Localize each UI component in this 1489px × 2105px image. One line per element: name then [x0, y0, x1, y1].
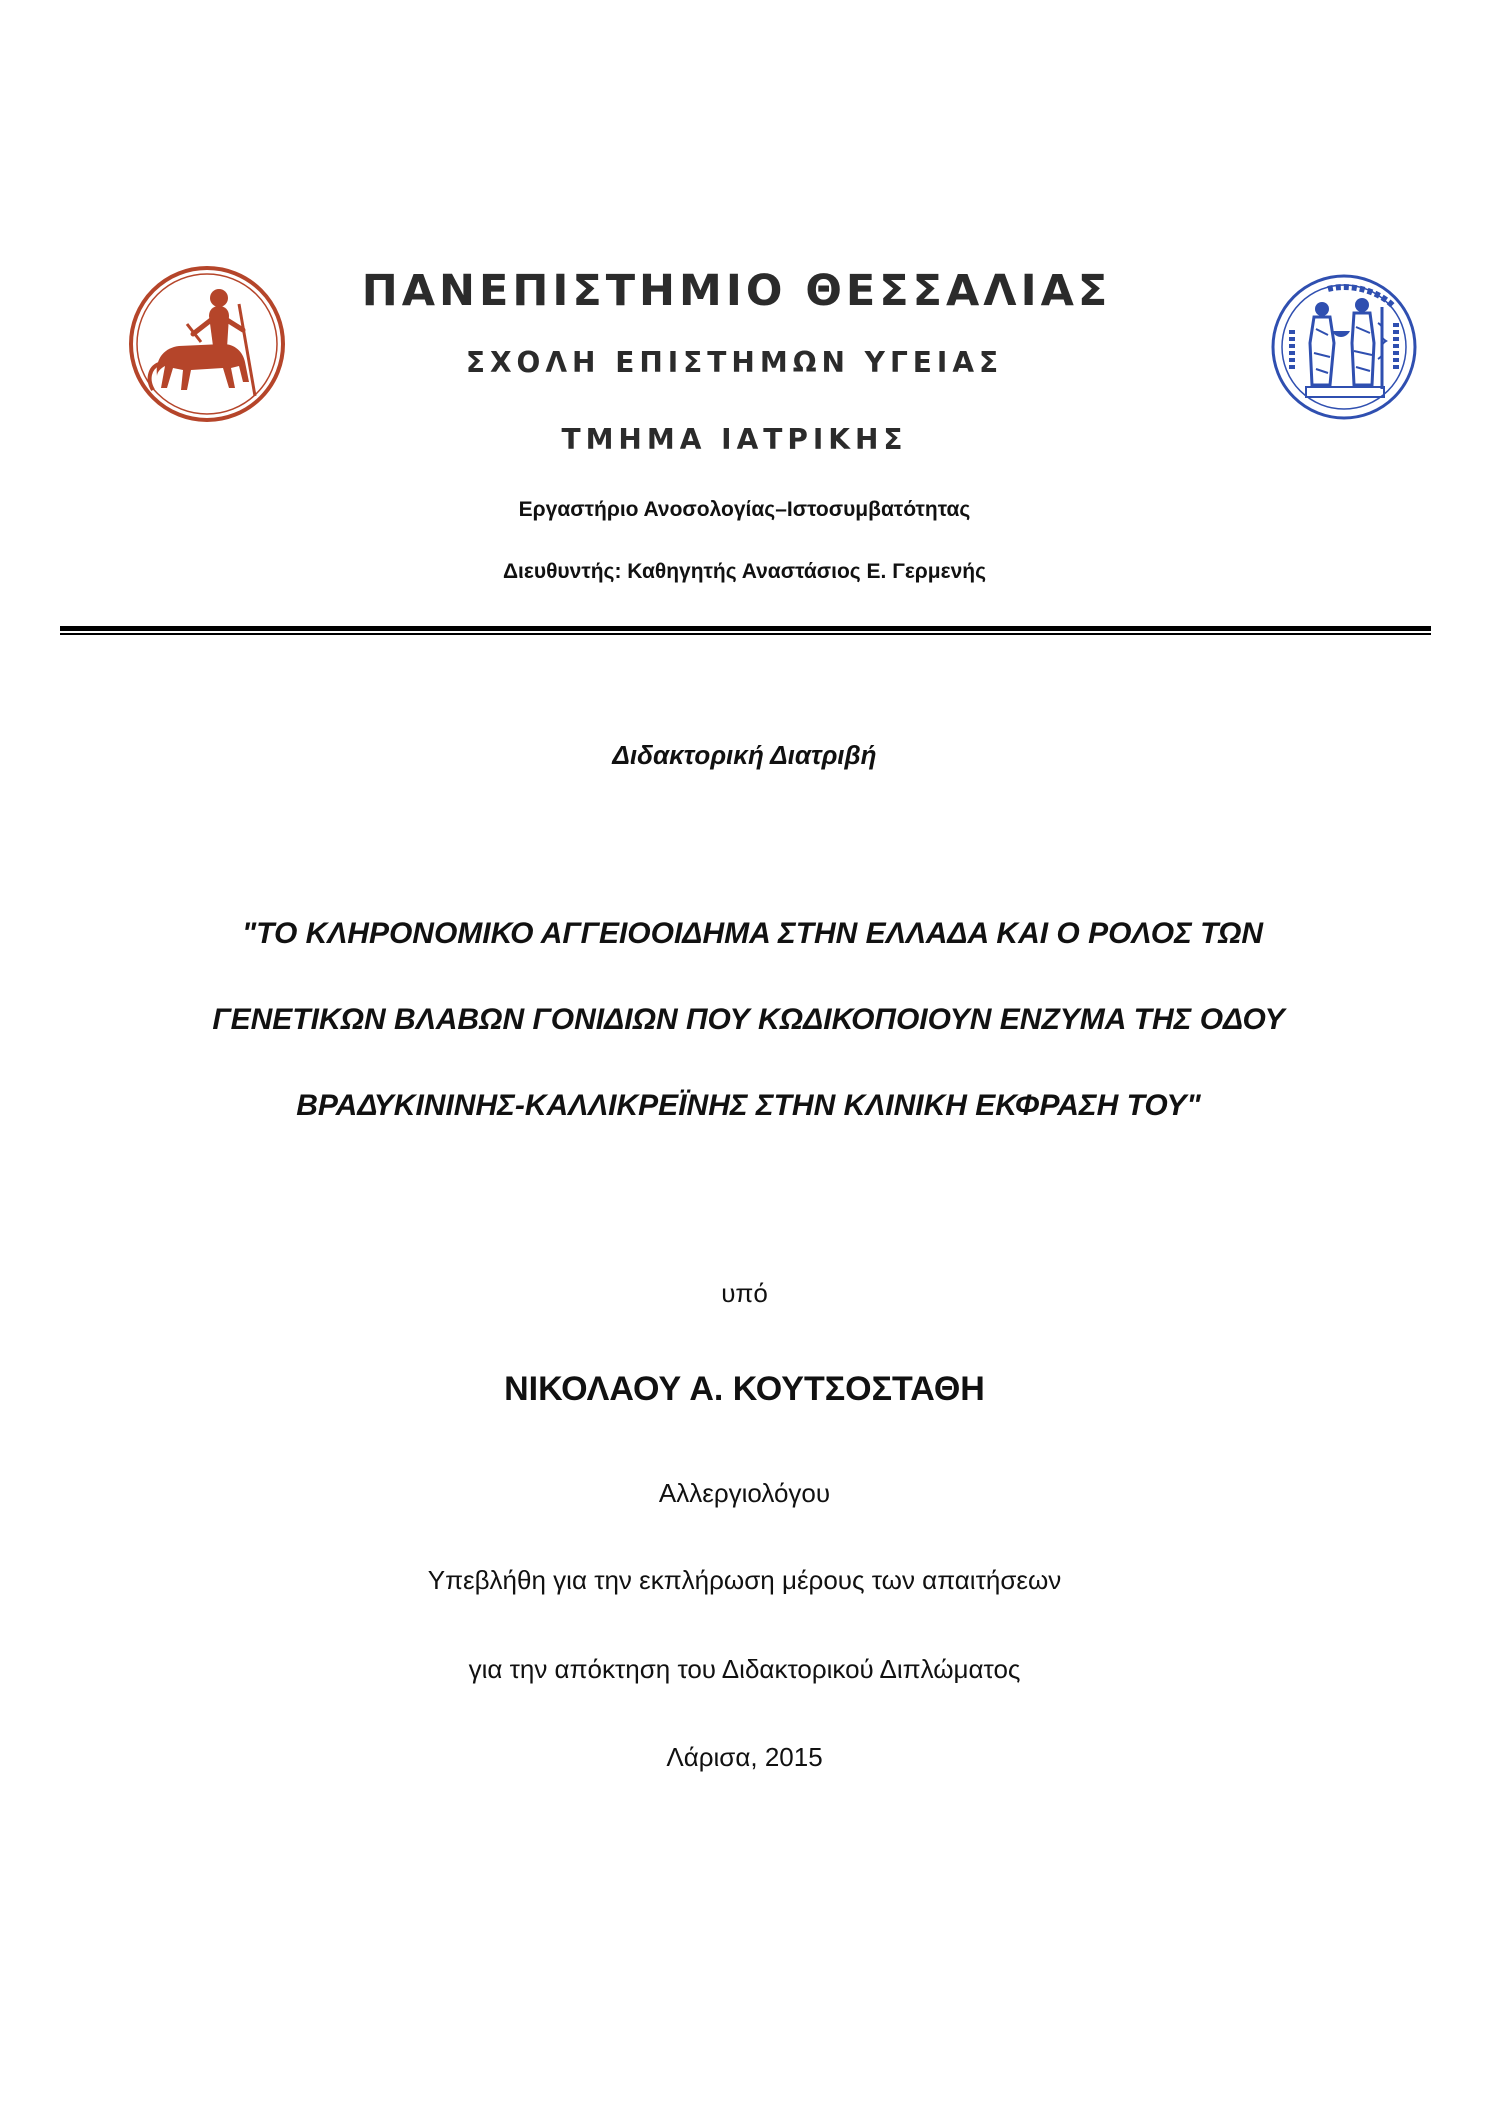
header-divider-thin: [60, 633, 1431, 635]
author-specialty: Αλλεργιολόγου: [658, 1478, 831, 1508]
director-line: Διευθυντής: Καθηγητής Αναστάσιος Ε. Γερμενής: [502, 560, 987, 583]
thesis-title-line-3: ΒΡΑΔΥΚΙΝΙΝΗΣ-ΚΑΛΛΙΚΡΕΪΝΗΣ ΣΤΗΝ ΚΛΙΝΙΚΗ ΕΚΦΡΑΣΗ ΤΟΥ": [296, 1089, 1201, 1122]
header-divider-thick: [60, 626, 1431, 631]
document-type: Διδακτορική Διατριβή: [612, 740, 877, 770]
submission-statement-line-2: για την απόκτηση του Διδακτορικού Διπλώματος: [468, 1654, 1021, 1684]
by-label: υπό: [721, 1278, 768, 1308]
submission-statement-line-1: Υπεβλήθη για την εκπλήρωση μέρους των απαιτήσεων: [427, 1565, 1062, 1595]
university-name: ΠΑΝΕΠΙΣΤΗΜΙΟ ΘΕΣΣΑΛΙΑΣ: [361, 266, 1112, 316]
department-name: ΤΜΗΜΑ ΙΑΤΡΙΚΗΣ: [561, 423, 908, 456]
school-name: ΣΧΟΛΗ ΕΠΙΣΤΗΜΩΝ ΥΓΕΙΑΣ: [465, 346, 1004, 379]
thesis-title-line-1: "ΤΟ ΚΛΗΡΟΝΟΜΙΚΟ ΑΓΓΕΙΟΟΙΔΗΜΑ ΣΤΗΝ ΕΛΛΑΔΑ ΚΑΙ Ο ΡΟΛΟΣ ΤΩΝ: [241, 917, 1264, 950]
author-name: ΝΙΚΟΛΑΟΥ Α. ΚΟΥΤΣΟΣΤΑΘΗ: [504, 1370, 985, 1408]
thesis-title-line-2: ΓΕΝΕΤΙΚΩΝ ΒΛΑΒΩΝ ΓΟΝΙΔΙΩΝ ΠΟΥ ΚΩΔΙΚΟΠΟΙΟΥΝ ΕΝΖΥΜΑ ΤΗΣ ΟΔΟΥ: [212, 1003, 1285, 1036]
place-and-year: Λάρισα, 2015: [666, 1742, 823, 1772]
laboratory-name: Εργαστήριο Ανοσολογίας–Ιστοσυμβατότητας: [518, 498, 971, 521]
